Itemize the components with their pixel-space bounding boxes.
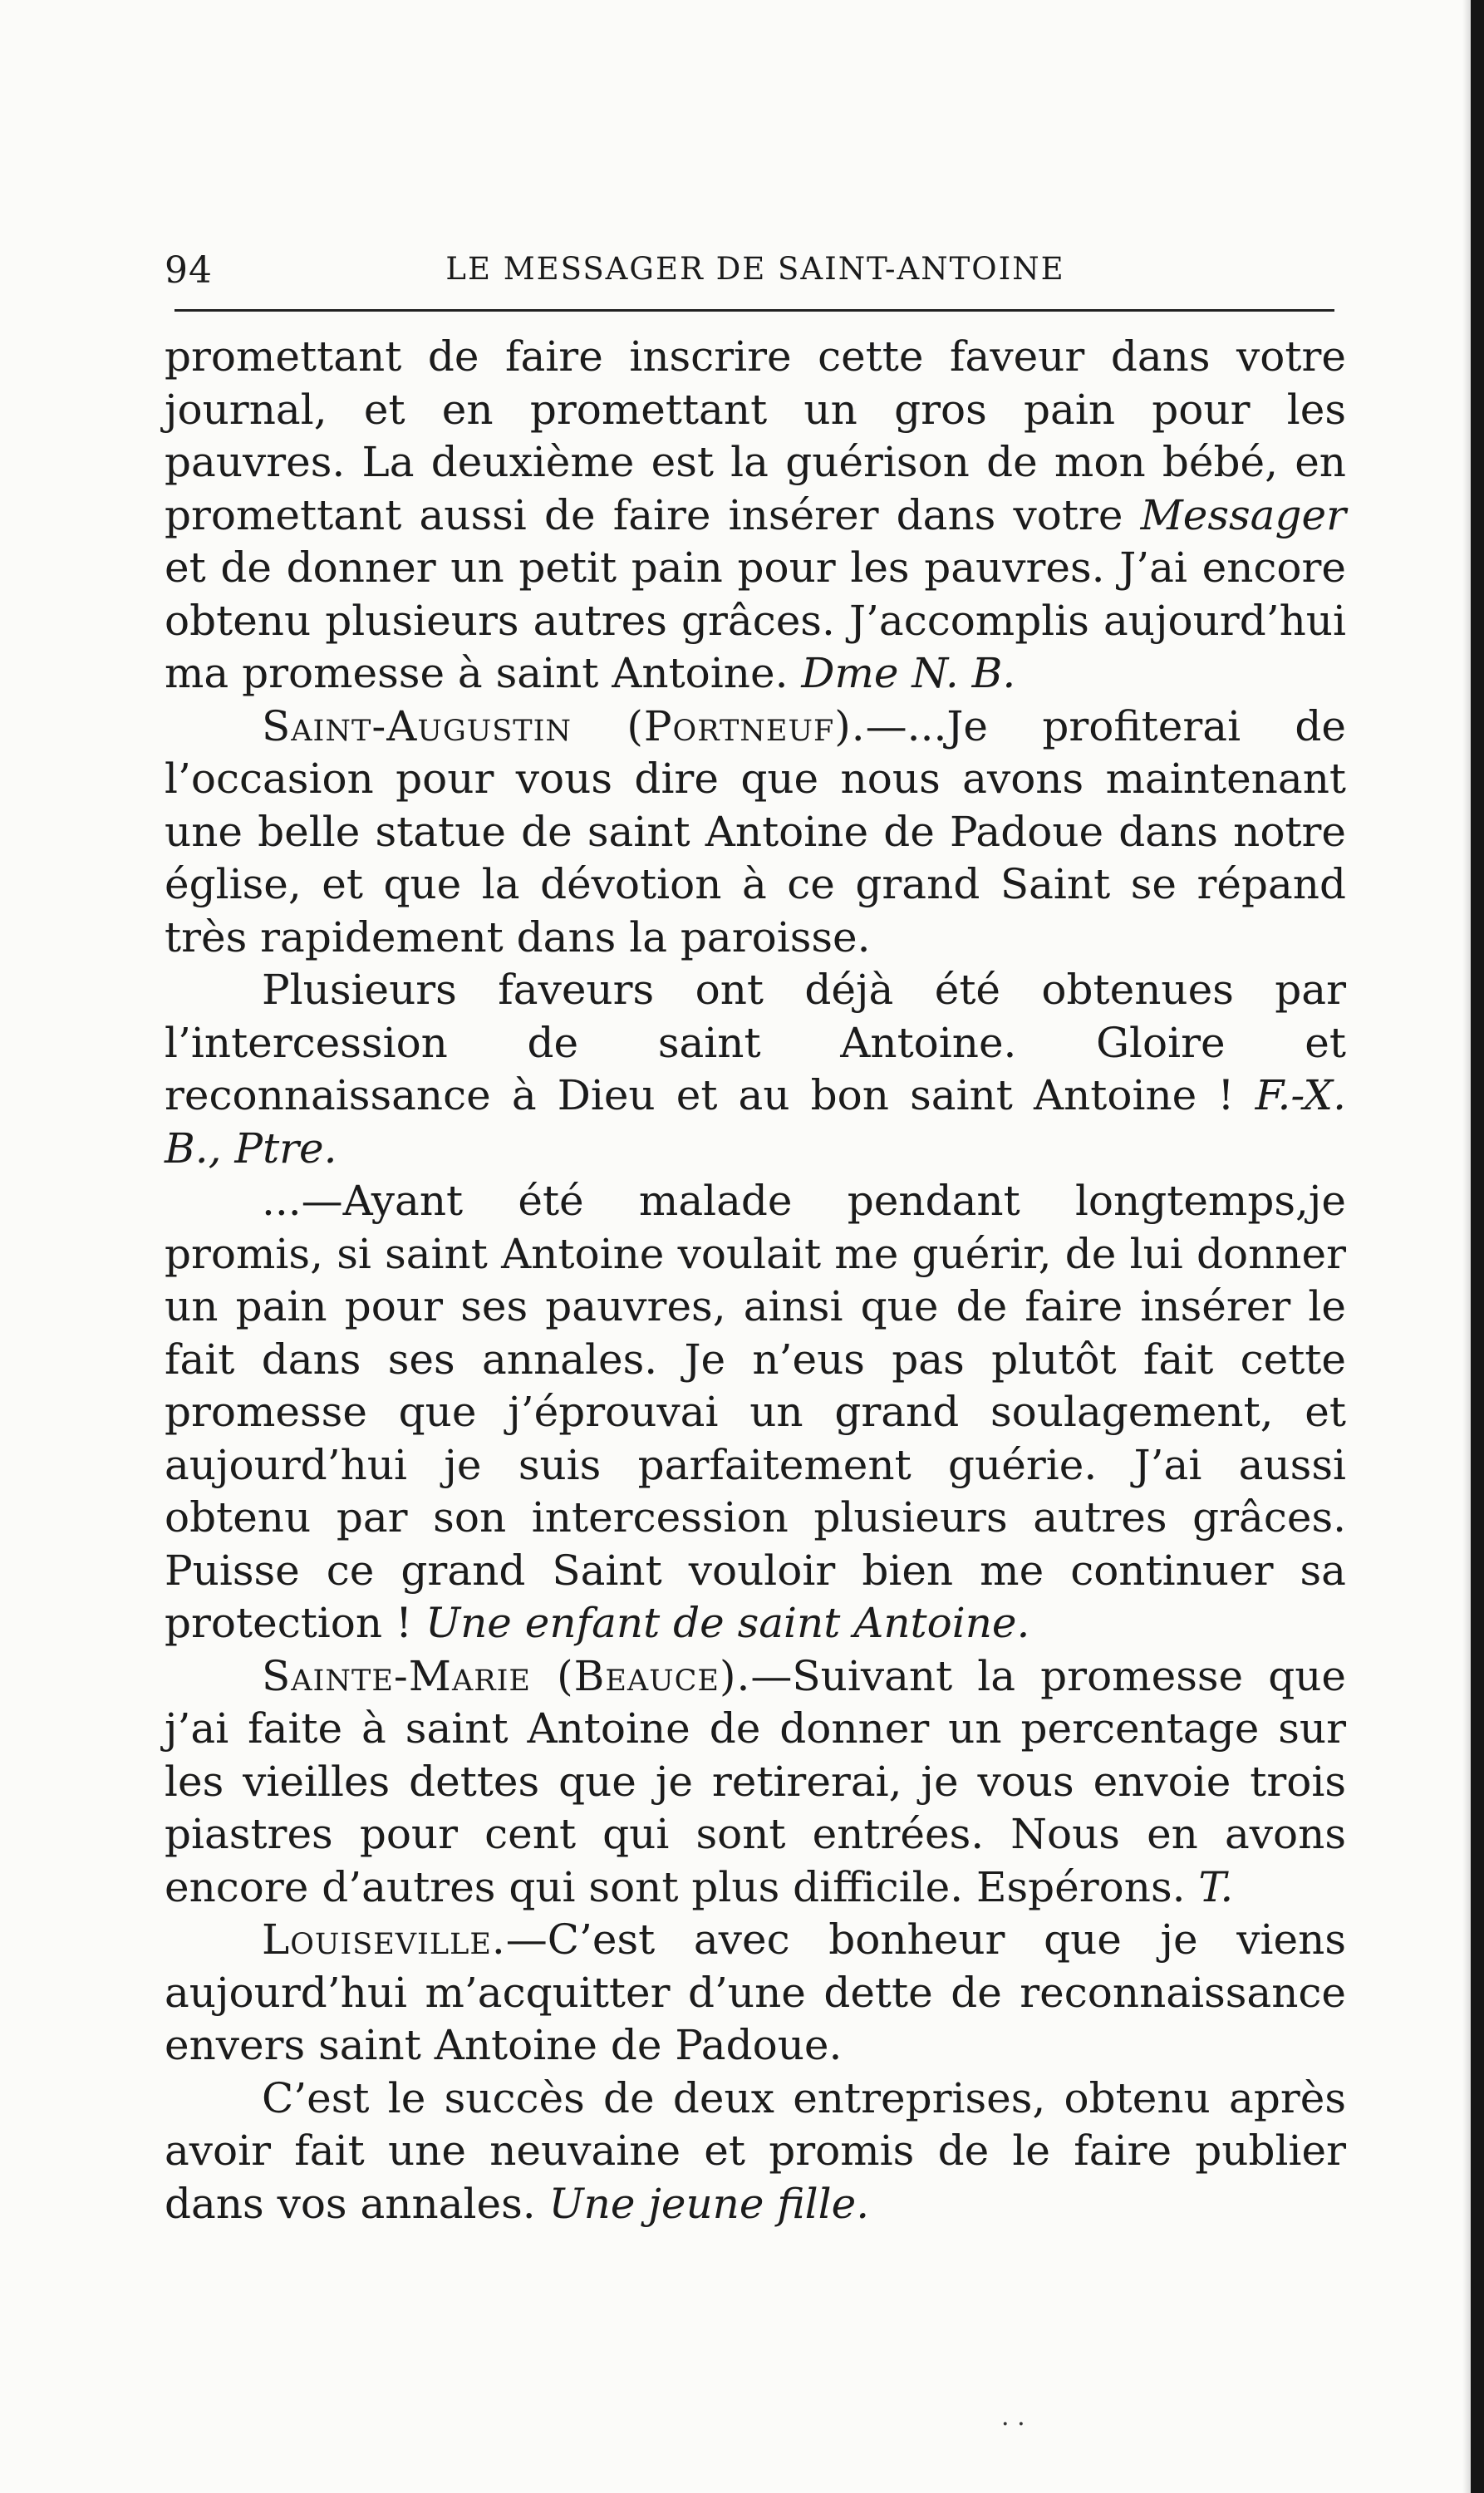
page-number: 94 [165, 249, 213, 292]
signature: F.-X. B., Ptre. [165, 1071, 1346, 1173]
header-rule [174, 309, 1334, 312]
paragraph-5: Sainte-Marie (Beauce).—Suivant la promesse que j’ai faite à saint Antoine de donner un percentage sur les vieilles dettes que je retirerai, je vous envoie trois piastres pour cent qui sont entrées. Nous en avons encore d’autres qui sont plus difficile. Espérons. T. [165, 1651, 1346, 1911]
place-name: Sainte-Marie (Beauce). [262, 1651, 751, 1700]
paragraph-1: promettant de faire inscrire cette faveur dans votre journal, et en promettant un gros pain pour les pauvres. La deuxième est la guérison de mon bébé, en promettant aussi de faire insérer dans votre Messager et de donner un petit pain pour les pauvres. J’ai encore obtenu plusieurs autres grâces. J’accomplis aujourd’hui ma promesse à saint Antoine. Dme N. B. [165, 332, 1346, 697]
journal-title: Messager [1140, 490, 1346, 539]
signature: T. [1198, 1862, 1234, 1911]
running-title: LE MESSAGER DE SAINT-ANTOINE [445, 251, 1065, 287]
paragraph-7: C’est le succès de deux entreprises, obtenu après avoir fait une neuvaine et promis de le faire publier dans vos annales. Une jeune fille. [165, 2073, 1346, 2228]
signature: Une jeune fille. [548, 2179, 870, 2228]
paragraph-2: Saint-Augustin (Portneuf).—...Je profiterai de l’occasion pour vous dire que nous avons maintenant une belle statue de saint Antoine de Padoue dans notre église, et que la dévotion à ce grand Saint se répand très rapidement dans la paroisse. [165, 701, 1346, 961]
place-name: Louiseville. [262, 1915, 506, 1964]
paragraph-4: ...—Ayant été malade pendant longtemps,je promis, si saint Antoine voulait me guérir, de lui donner un pain pour ses pauvres, ainsi que de faire insérer le fait dans ses annales. Je n’eus pas plutôt fait cette promesse que j’éprouvai un grand soulagement, et aujourd’hui je suis parfaitement guérie. J’ai aussi obtenu par son intercession plusieurs autres grâces. Puisse ce grand Saint vouloir bien me continuer sa protection ! Une enfant de saint Antoine. [165, 1177, 1346, 1647]
signature: Dme N. B. [801, 649, 1016, 697]
paragraph-3: Plusieurs faveurs ont déjà été obtenues par l’intercession de saint Antoine. Gloire et reconnaissance à Dieu et au bon saint Antoine ! F.-X. B., Ptre. [165, 966, 1346, 1173]
print-specks: · · [1001, 2410, 1025, 2439]
scan-edge-shadow [1462, 0, 1471, 2493]
page-header [165, 249, 1346, 307]
body-text [165, 331, 1346, 2230]
signature: Une enfant de saint Antoine. [425, 1599, 1030, 1647]
place-name: Saint-Augustin (Portneuf). [262, 701, 866, 750]
scan-edge [1471, 0, 1484, 2493]
paragraph-6: Louiseville.—C’est avec bonheur que je viens aujourd’hui m’acquitter d’une dette de reconnaissance envers saint Antoine de Padoue. [165, 1915, 1346, 2069]
